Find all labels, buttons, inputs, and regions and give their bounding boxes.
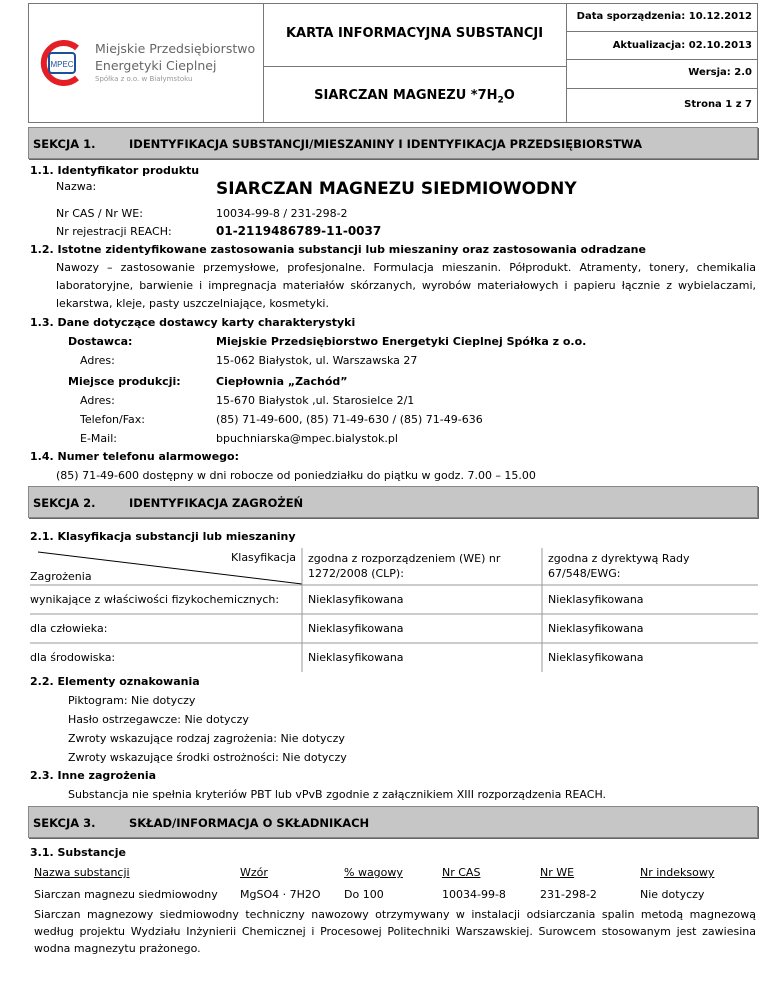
column-header-name: Nazwa substancji	[34, 866, 130, 879]
table-row-label: dla środowiska:	[30, 651, 116, 664]
uses-text: Nawozy – zastosowanie przemysłowe, profesjonalne. Formulacja mieszanin. Półprodukt. Atramenty, tonery, chemikalia laboratoryjne, barwienie i impregnacja materiałów skórzanych, wyrobów materiałowych i papieru łącznie z wybielaczami, lekarstwa, kleje, pasty uszczelniające, kosmetyki.	[56, 261, 756, 310]
date-updated: Aktualizacja: 02.10.2013	[612, 40, 752, 51]
pictogram-text: Piktogram: Nie dotyczy	[68, 694, 196, 707]
signal-word-text: Hasło ostrzegawcze: Nie dotyczy	[68, 713, 249, 726]
company-name	[95, 40, 255, 84]
section-number: SEKCJA 3.	[33, 816, 96, 830]
production-site-value: Ciepłownia „Zachód”	[216, 375, 348, 388]
cas-value: 10034-99-8 / 231-298-2	[216, 207, 348, 220]
column-header-index: Nr indeksowy	[640, 866, 715, 879]
divider	[263, 66, 566, 67]
heading-2-1: 2.1. Klasyfikacja substancji lub mieszaniny	[30, 530, 296, 543]
document-header	[28, 3, 758, 123]
table-cell: Nieklasyfikowana	[308, 593, 404, 606]
substance-title-main: SIARCZAN MAGNEZU *7H	[314, 88, 498, 103]
email-link[interactable]: bpuchniarska@mpec.bialystok.pl	[216, 432, 398, 445]
classification-table	[30, 548, 758, 672]
divider	[566, 31, 757, 32]
heading-1-4: 1.4. Numer telefonu alarmowego:	[30, 450, 240, 463]
date-created: Data sporządzenia: 10.12.2012	[576, 11, 752, 22]
heading-3-1: 3.1. Substancje	[30, 846, 126, 859]
precautionary-statements-text: Zwroty wskazujące środki ostrożności: Nie dotyczy	[68, 751, 347, 764]
supplier-label: Dostawca:	[68, 335, 133, 348]
other-hazards-text: Substancja nie spełnia kryteriów PBT lub vPvB zgodnie z załącznikiem XIII rozporządzenia REACH.	[68, 788, 607, 801]
column-header-we: Nr WE	[540, 866, 575, 879]
substance-title	[263, 88, 566, 106]
section-title: IDENTYFIKACJA SUBSTANCJI/MIESZANINY I IDENTYFIKACJA PRZEDSIĘBIORSTWA	[129, 137, 642, 151]
table-cell: Nieklasyfikowana	[308, 651, 404, 664]
divider	[566, 88, 757, 89]
cas-label: Nr CAS / Nr WE:	[56, 207, 143, 220]
heading-1-2: 1.2. Istotne zidentyfikowane zastosowania substancji lub mieszaniny oraz zastosowania odradzane	[30, 243, 646, 256]
production-site-label: Miejsce produkcji:	[68, 375, 181, 388]
doc-title: KARTA INFORMACYJNA SUBSTANCJI	[285, 26, 544, 41]
phone-label: Telefon/Fax:	[80, 413, 145, 426]
section-1-header	[28, 127, 758, 159]
section-2-header	[28, 486, 758, 518]
address2-label: Adres:	[80, 394, 115, 407]
substance-formula: MgSO4 · 7H2O	[240, 888, 321, 901]
page-number: Strona 1 z 7	[684, 99, 752, 110]
substance-we: 231-298-2	[540, 888, 597, 901]
mpec-logo	[37, 40, 87, 89]
heading-1-3: 1.3. Dane dotyczące dostawcy karty charakterystyki	[30, 316, 356, 329]
table-cell: Nieklasyfikowana	[308, 622, 404, 635]
substance-title-subscript: 2	[497, 95, 504, 106]
corner-header-classification: Klasyfikacja	[231, 551, 296, 564]
section-number: SEKCJA 2.	[33, 496, 96, 510]
section-3-header	[28, 806, 758, 838]
column-header-formula: Wzór	[240, 866, 268, 879]
reach-value: 01-2119486789-11-0037	[216, 224, 382, 238]
substance-weight: Do 100	[344, 888, 384, 901]
table-cell: Nieklasyfikowana	[548, 593, 644, 606]
email-label: E-Mail:	[80, 432, 117, 445]
section-title: IDENTYFIKACJA ZAGROŻEŃ	[129, 496, 304, 510]
divider	[566, 4, 567, 122]
substance-index: Nie dotyczy	[640, 888, 705, 901]
column-header-clp: zgodna z rozporządzeniem (WE) nr 1272/2008 (CLP):	[308, 552, 501, 580]
divider	[566, 59, 757, 60]
company-name-line2: Energetyki Cieplnej	[95, 58, 217, 73]
column-header-weight: % wagowy	[344, 866, 403, 879]
product-name: SIARCZAN MAGNEZU SIEDMIOWODNY	[216, 179, 577, 199]
address-label: Adres:	[80, 354, 115, 367]
substance-name: Siarczan magnezu siedmiowodny	[34, 888, 218, 901]
substance-description: Siarczan magnezowy siedmiowodny techniczny nawozowy otrzymywany w instalacji odsiarczania spalin metodą magnezową według projektu Wydziału Inżynierii Chemicznej i Procesowej Politechniki Warszawskiej. Surowcem stosowanym jest zawiesina wodna magnezytu prażonego.	[34, 908, 756, 955]
name-label: Nazwa:	[56, 180, 97, 193]
company-name-line3: Spółka z o.o. w Białymstoku	[95, 75, 193, 83]
heading-2-3: 2.3. Inne zagrożenia	[30, 769, 157, 782]
address2-value: 15-670 Białystok ,ul. Starosielce 2/1	[216, 394, 415, 407]
phone-value: (85) 71-49-600, (85) 71-49-630 / (85) 71-49-636	[216, 413, 483, 426]
table-cell: Nieklasyfikowana	[548, 651, 644, 664]
alarm-phone-text: (85) 71-49-600 dostępny w dni robocze od poniedziałku do piątku w godz. 7.00 – 15.00	[56, 469, 536, 482]
section-number: SEKCJA 1.	[33, 137, 96, 151]
table-row-label: dla człowieka:	[30, 622, 108, 635]
substance-cas: 10034-99-8	[442, 888, 506, 901]
table-cell: Nieklasyfikowana	[548, 622, 644, 635]
version: Wersja: 2.0	[688, 67, 752, 78]
heading-1-1: 1.1. Identyfikator produktu	[30, 164, 200, 177]
substance-title-tail: O	[503, 88, 515, 103]
corner-header-hazards: Zagrożenia	[30, 570, 92, 583]
address-value: 15-062 Białystok, ul. Warszawska 27	[216, 354, 418, 367]
svg-text:MPEC: MPEC	[50, 60, 74, 69]
hazard-statements-text: Zwroty wskazujące rodzaj zagrożenia: Nie dotyczy	[68, 732, 345, 745]
column-header-cas: Nr CAS	[442, 866, 481, 879]
reach-label: Nr rejestracji REACH:	[56, 225, 172, 238]
company-name-line1: Miejskie Przedsiębiorstwo	[95, 41, 256, 56]
heading-2-2: 2.2. Elementy oznakowania	[30, 675, 200, 688]
supplier-value: Miejskie Przedsiębiorstwo Energetyki Cieplnej Spółka z o.o.	[216, 335, 587, 348]
column-header-directive: zgodna z dyrektywą Rady 67/548/EWG:	[548, 552, 690, 580]
table-row-label: wynikające z właściwości fizykochemicznych:	[30, 593, 280, 606]
section-title: SKŁAD/INFORMACJA O SKŁADNIKACH	[129, 816, 370, 830]
